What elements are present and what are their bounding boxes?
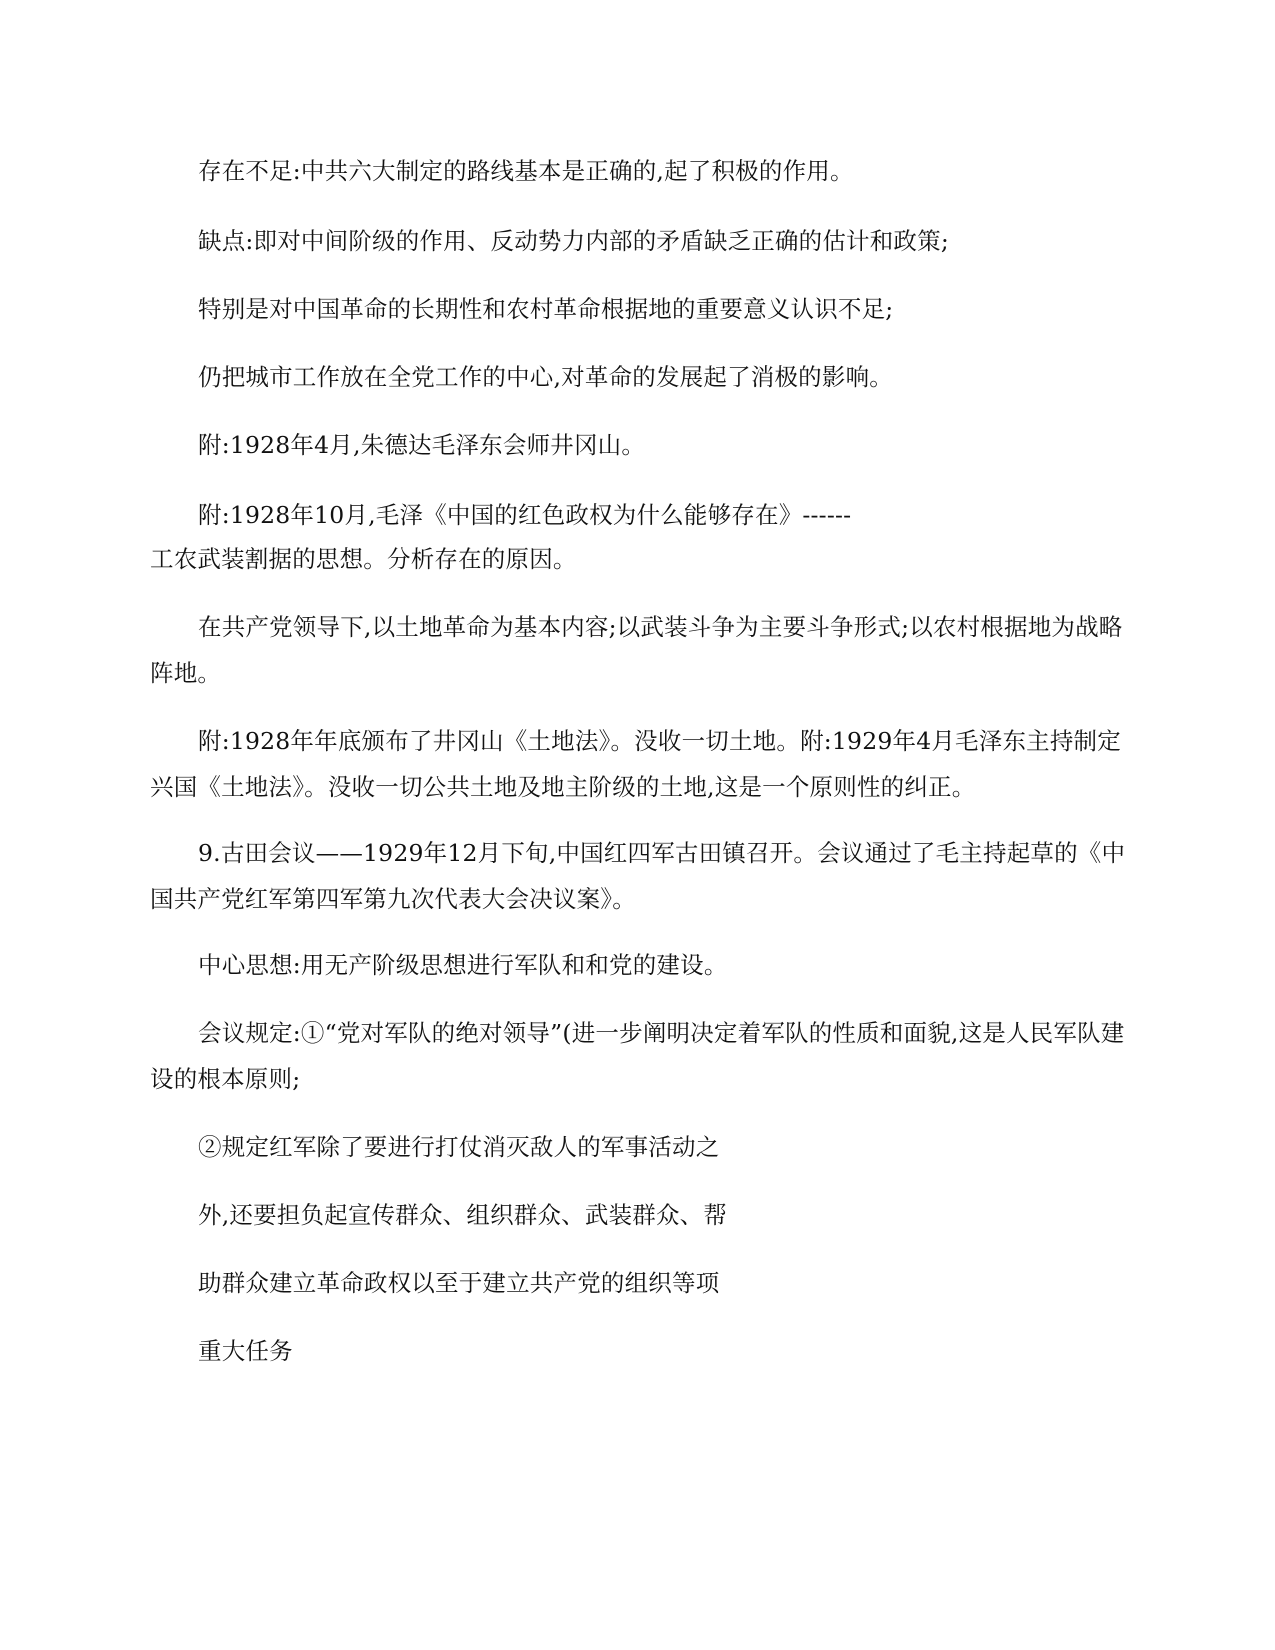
paragraph-long-term: 特别是对中国革命的长期性和农村革命根据地的重要意义认识不足; bbox=[198, 295, 894, 323]
paragraph-gutian-meeting: 9.古田会议——1929年12月下旬,中国红四军古田镇召开。会议通过了毛主持起草的《中国共产党红军第四军第九次代表大会决议案》。 bbox=[150, 839, 1126, 913]
paragraph-meeting-rules: 会议规定:①“党对军队的绝对领导”(进一步阐明决定着军队的性质和面貌,这是人民军队建设的根本原则; bbox=[150, 1019, 1125, 1093]
paragraph-city-work: 仍把城市工作放在全党工作的中心,对革命的发展起了消极的影响。 bbox=[198, 363, 893, 391]
paragraph-central-idea: 中心思想:用无产阶级思想进行军队和和党的建设。 bbox=[198, 951, 728, 979]
paragraph-rule-two-line3: 助群众建立革命政权以至于建立共产党的组织等项 bbox=[198, 1269, 720, 1297]
paragraph-rule-two-line2: 外,还要担负起宣传群众、组织群众、武装群众、帮 bbox=[198, 1201, 728, 1229]
paragraph-land-law: 附:1928年年底颁布了井冈山《土地法》。没收一切土地。附:1929年4月毛泽东主持制定兴国《土地法》。没收一切公共土地及地主阶级的土地,这是一个原则性的纠正。 bbox=[150, 727, 1121, 801]
paragraph-shortcomings: 存在不足:中共六大制定的路线基本是正确的,起了积极的作用。 bbox=[198, 157, 854, 185]
paragraph-party-leadership: 在共产党领导下,以土地革命为基本内容;以武装斗争为主要斗争形式;以农村根据地为战略阵地。 bbox=[150, 613, 1123, 687]
paragraph-rule-two-line1: ②规定红军除了要进行打仗消灭敌人的军事活动之 bbox=[198, 1133, 720, 1161]
paragraph-defects: 缺点:即对中间阶级的作用、反动势力内部的矛盾缺乏正确的估计和政策; bbox=[198, 227, 949, 255]
paragraph-armed-separatism: 工农武装割据的思想。分析存在的原因。 bbox=[150, 545, 577, 573]
paragraph-rule-two-line4: 重大任务 bbox=[198, 1337, 293, 1365]
paragraph-note-jinggangshan: 附:1928年4月,朱德达毛泽东会师井冈山。 bbox=[198, 431, 646, 459]
paragraph-note-red-regime: 附:1928年10月,毛泽《中国的红色政权为什么能够存在》------ bbox=[198, 501, 852, 529]
